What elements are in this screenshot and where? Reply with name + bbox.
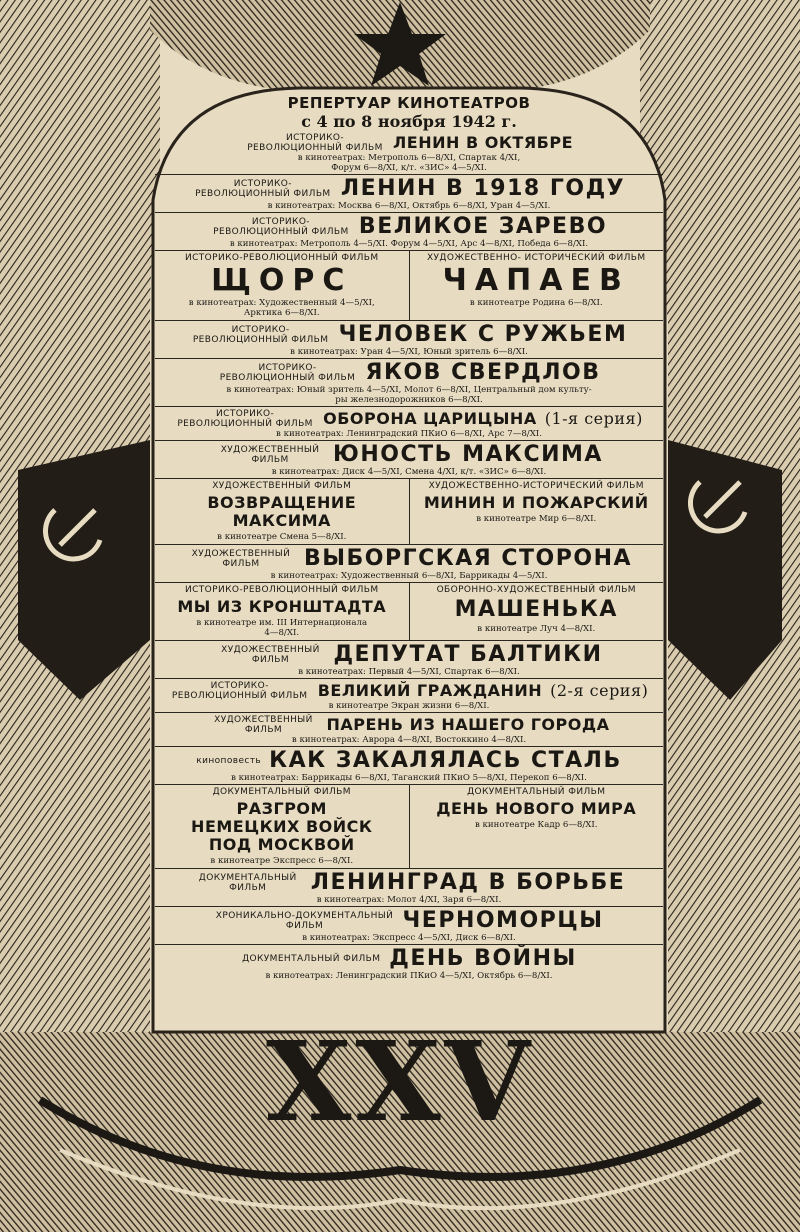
film-theaters: в кинотеатре Луч 4—8/XI. bbox=[477, 624, 596, 634]
film-title: МИНИН И ПОЖАРСКИЙ bbox=[423, 493, 649, 512]
film-genre: ХУДОЖЕСТВЕННЫЙ ФИЛЬМ bbox=[221, 645, 320, 665]
repertoire-panel bbox=[155, 92, 663, 1032]
film-theaters: в кинотеатре Экран жизни 6—8/XI. bbox=[328, 701, 490, 711]
film-genre: ДОКУМЕНТАЛЬНЫЙ ФИЛЬМ bbox=[198, 873, 297, 893]
film-cell bbox=[155, 251, 409, 320]
film-row-split bbox=[155, 785, 663, 869]
film-title: ЮНОСТЬ МАКСИМА bbox=[333, 442, 603, 467]
film-genre: ХУДОЖЕСТВЕННЫЙ ФИЛЬМ bbox=[212, 481, 352, 491]
film-row bbox=[155, 945, 663, 982]
film-genre: ХУДОЖЕСТВЕННО- ИСТОРИЧЕСКИЙ ФИЛЬМ bbox=[426, 253, 646, 263]
film-title: КАК ЗАКАЛЯЛАСЬ СТАЛЬ bbox=[269, 748, 622, 773]
film-theaters: в кинотеатрах: Метрополь 4—5/XI. Форум 4—5/XI, Арс 4—8/XI, Победа 6—8/XI. bbox=[229, 239, 589, 249]
film-row bbox=[155, 641, 663, 679]
film-row bbox=[155, 907, 663, 945]
film-title: ЯКОВ СВЕРДЛОВ bbox=[365, 360, 601, 385]
film-theaters: Форум 6—8/XI, к/т. «ЗИС» 4—5/XI. bbox=[331, 163, 487, 173]
film-title: ЛЕНИНГРАД В БОРЬБЕ bbox=[310, 870, 626, 895]
film-genre: ИСТОРИКО-РЕВОЛЮЦИОННЫЙ ФИЛЬМ bbox=[195, 179, 331, 199]
film-genre: ДОКУМЕНТАЛЬНЫЙ ФИЛЬМ bbox=[212, 787, 351, 797]
film-row bbox=[155, 359, 663, 407]
film-theaters: Арктика 6—8/XI. bbox=[243, 308, 320, 318]
film-row-split bbox=[155, 479, 663, 545]
film-row bbox=[155, 407, 663, 441]
film-genre: ИСТОРИКО-РЕВОЛЮЦИОННЫЙ ФИЛЬМ bbox=[219, 363, 356, 383]
film-theaters: в кинотеатре им. III Интернационала bbox=[196, 618, 368, 628]
film-title: МАШЕНЬКА bbox=[454, 597, 618, 622]
film-theaters: в кинотеатре Экспресс 6—8/XI. bbox=[210, 856, 354, 866]
film-theaters: в кинотеатрах: Уран 4—5/XI, Юный зритель 6—8/XI. bbox=[290, 347, 528, 357]
film-theaters: в кинотеатре Родина 6—8/XI. bbox=[469, 298, 603, 308]
film-title: ДЕНЬ ВОЙНЫ bbox=[389, 946, 577, 971]
film-title: МЫ ИЗ КРОНШТАДТА bbox=[177, 597, 387, 616]
film-row bbox=[155, 213, 663, 251]
film-genre: ДОКУМЕНТАЛЬНЫЙ ФИЛЬМ bbox=[467, 787, 606, 797]
bottom-numeral: XXV bbox=[265, 1017, 535, 1146]
film-theaters: в кинотеатрах: Экспресс 4—5/XI, Диск 6—8/XI. bbox=[302, 933, 516, 943]
film-theaters: ры железнодорожников 6—8/XI. bbox=[335, 395, 483, 405]
film-row bbox=[155, 679, 663, 713]
film-cell bbox=[409, 583, 664, 640]
film-row bbox=[155, 321, 663, 359]
film-genre: ИСТОРИКО-РЕВОЛЮЦИОННЫЙ ФИЛЬМ bbox=[213, 217, 349, 237]
film-theaters: в кинотеатрах: Первый 4—5/XI, Спартак 6—8/XI. bbox=[298, 667, 520, 677]
film-title: ВОЗВРАЩЕНИЕ МАКСИМА bbox=[207, 493, 357, 530]
film-theaters: в кинотеатрах: Художественный 6—8/XI, Баррикады 4—5/XI. bbox=[270, 571, 548, 581]
film-genre: ХУДОЖЕСТВЕННЫЙ ФИЛЬМ bbox=[220, 445, 320, 465]
film-theaters: в кинотеатрах: Художественный 4—5/XI, bbox=[188, 298, 375, 308]
film-title: ЧАПАЕВ bbox=[442, 263, 630, 298]
film-genre: ИСТОРИКО-РЕВОЛЮЦИОННЫЙ ФИЛЬМ bbox=[247, 133, 383, 153]
film-genre: киноповесть bbox=[196, 756, 262, 766]
film-title: ПАРЕНЬ ИЗ НАШЕГО ГОРОДА bbox=[326, 715, 610, 734]
film-title: ВЕЛИКИЙ ГРАЖДАНИН bbox=[317, 681, 543, 700]
film-title: ЩОРС bbox=[211, 263, 353, 298]
film-theaters: в кинотеатрах: Баррикады 6—8/XI, Таганский ПКиО 5—8/XI, Перекоп 6—8/XI. bbox=[231, 773, 587, 783]
film-title: ДЕПУТАТ БАЛТИКИ bbox=[333, 642, 603, 667]
film-row bbox=[155, 747, 663, 785]
film-title: ОБОРОНА ЦАРИЦЫНА bbox=[323, 409, 537, 428]
film-genre: ОБОРОННО-ХУДОЖЕСТВЕННЫЙ ФИЛЬМ bbox=[436, 585, 636, 595]
film-cell bbox=[409, 251, 664, 320]
film-title: ЧЕРНОМОРЦЫ bbox=[402, 908, 604, 933]
film-title: ЧЕЛОВЕК С РУЖЬЕМ bbox=[338, 322, 628, 347]
film-title-suffix: (1-я серия) bbox=[544, 409, 643, 428]
film-genre: ИСТОРИКО-РЕВОЛЮЦИОННЫЙ ФИЛЬМ bbox=[184, 253, 379, 263]
film-theaters: в кинотеатрах: Москва 6—8/XI, Октябрь 6—8/XI, Уран 4—5/XI. bbox=[267, 201, 551, 211]
film-theaters: в кинотеатре Кадр 6—8/XI. bbox=[474, 820, 598, 830]
film-title: ВЕЛИКОЕ ЗАРЕВО bbox=[358, 214, 608, 239]
film-genre: ХУДОЖЕСТВЕННО-ИСТОРИЧЕСКИЙ ФИЛЬМ bbox=[428, 481, 644, 491]
film-genre: ДОКУМЕНТАЛЬНЫЙ ФИЛЬМ bbox=[242, 954, 381, 964]
film-theaters: в кинотеатрах: Молот 4/XI, Заря 6—8/XI. bbox=[316, 895, 502, 905]
film-theaters: в кинотеатрах: Ленинградский ПКиО 6—8/XI, Арс 7—8/XI. bbox=[276, 429, 542, 439]
film-row bbox=[155, 545, 663, 583]
film-row bbox=[155, 713, 663, 747]
film-title: РАЗГРОМ НЕМЕЦКИХ ВОЙСК ПОД МОСКВОЙ bbox=[191, 799, 373, 854]
film-row bbox=[155, 869, 663, 907]
film-title: ЛЕНИН В 1918 ГОДУ bbox=[340, 176, 626, 201]
film-cell bbox=[409, 479, 664, 544]
film-row bbox=[155, 131, 663, 175]
film-genre: ИСТОРИКО-РЕВОЛЮЦИОННЫЙ ФИЛЬМ bbox=[184, 585, 379, 595]
film-row-split bbox=[155, 251, 663, 321]
film-title: ВЫБОРГСКАЯ СТОРОНА bbox=[303, 546, 633, 571]
header-dates: с 4 по 8 ноября 1942 г. bbox=[301, 112, 517, 131]
film-cell bbox=[155, 583, 409, 640]
film-theaters: в кинотеатрах: Аврора 4—8/XI, Востоккино 4—8/XI. bbox=[291, 735, 527, 745]
film-theaters: 4—8/XI. bbox=[264, 628, 300, 638]
film-theaters: в кинотеатре Мир 6—8/XI. bbox=[476, 514, 597, 524]
film-cell bbox=[155, 479, 409, 544]
film-title-suffix: (2-я серия) bbox=[550, 681, 649, 700]
film-theaters: в кинотеатрах: Юный зритель 4—5/XI, Молот 6—8/XI, Центральный дом культу- bbox=[226, 385, 592, 395]
film-row-split bbox=[155, 583, 663, 641]
film-genre: ИСТОРИКО-РЕВОЛЮЦИОННЫЙ ФИЛЬМ bbox=[171, 681, 308, 701]
film-title: ДЕНЬ НОВОГО МИРА bbox=[436, 799, 637, 818]
film-row bbox=[155, 175, 663, 213]
film-cell bbox=[409, 785, 664, 868]
film-cell bbox=[155, 785, 409, 868]
film-theaters: в кинотеатрах: Ленинградский ПКиО 4—5/XI, Октябрь 6—8/XI. bbox=[265, 971, 553, 981]
film-row bbox=[155, 441, 663, 479]
film-theaters: в кинотеатрах: Диск 4—5/XI, Смена 4/XI, к/т. «ЗИС» 6—8/XI. bbox=[271, 467, 547, 477]
header-title: РЕПЕРТУАР КИНОТЕАТРОВ bbox=[287, 94, 531, 112]
film-title: ЛЕНИН В ОКТЯБРЕ bbox=[393, 133, 573, 152]
film-genre: ХУДОЖЕСТВЕННЫЙ ФИЛЬМ bbox=[191, 549, 291, 569]
header bbox=[155, 94, 663, 131]
film-genre: ИСТОРИКО-РЕВОЛЮЦИОННЫЙ ФИЛЬМ bbox=[192, 325, 329, 345]
film-genre: ХУДОЖЕСТВЕННЫЙ ФИЛЬМ bbox=[214, 715, 313, 735]
film-theaters: в кинотеатре Смена 5—8/XI. bbox=[217, 532, 347, 542]
film-genre: ХРОНИКАЛЬНО-ДОКУМЕНТАЛЬНЫЙ ФИЛЬМ bbox=[215, 911, 394, 931]
film-theaters: в кинотеатрах: Метрополь 6—8/XI, Спартак 4/XI, bbox=[297, 153, 521, 163]
film-genre: ИСТОРИКО-РЕВОЛЮЦИОННЫЙ ФИЛЬМ bbox=[177, 409, 313, 429]
